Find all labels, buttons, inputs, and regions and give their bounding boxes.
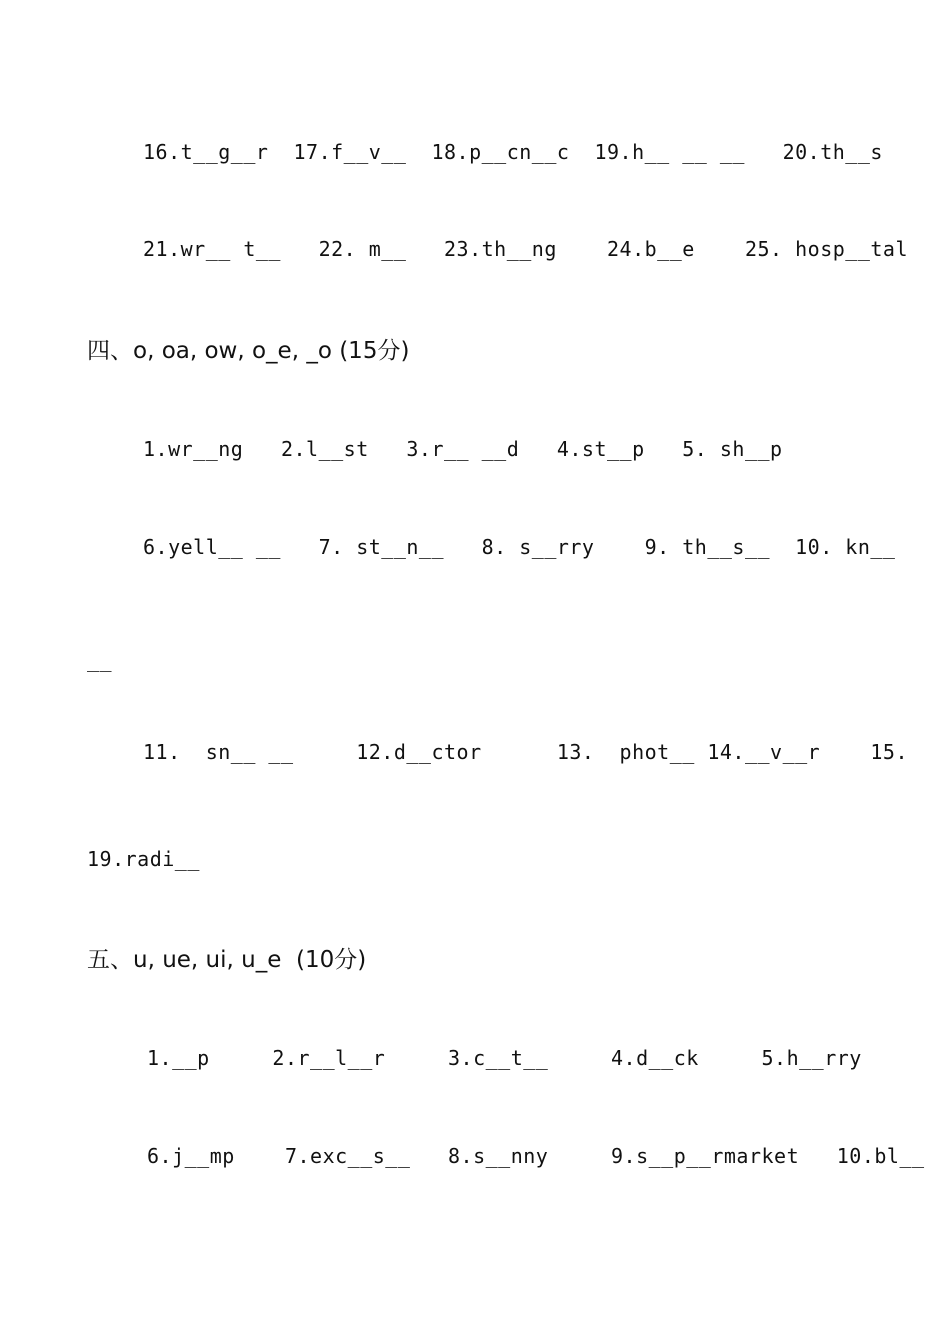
- exercise-line: 16.t__g__r 17.f__v__ 18.p__cn__c 19.h__ __ __ 20.th__s: [143, 140, 883, 164]
- exercise-line-wrap: __: [87, 648, 113, 672]
- section-heading: 四、o, oa, ow, o_e, _o (15分): [87, 338, 410, 364]
- exercise-line-wrap: 19.radi__: [87, 847, 200, 871]
- exercise-line: 6.yell__ __ 7. st__n__ 8. s__rry 9. th__s__ 10. kn__: [143, 535, 896, 559]
- exercise-line: 1.__p 2.r__l__r 3.c__t__ 4.d__ck 5.h__rry: [147, 1046, 862, 1070]
- section-heading: 五、u, ue, ui, u_e (10分): [87, 947, 367, 973]
- exercise-line: 21.wr__ t__ 22. m__ 23.th__ng 24.b__e 25. hosp__tal: [143, 237, 909, 261]
- exercise-line: 11. sn__ __ 12.d__ctor 13. phot__ 14.__v__r 15.: [143, 740, 909, 764]
- exercise-line: 6.j__mp 7.exc__s__ 8.s__nny 9.s__p__rmarket 10.bl__: [147, 1144, 925, 1168]
- exercise-line: 1.wr__ng 2.l__st 3.r__ __d 4.st__p 5. sh__p: [143, 437, 783, 461]
